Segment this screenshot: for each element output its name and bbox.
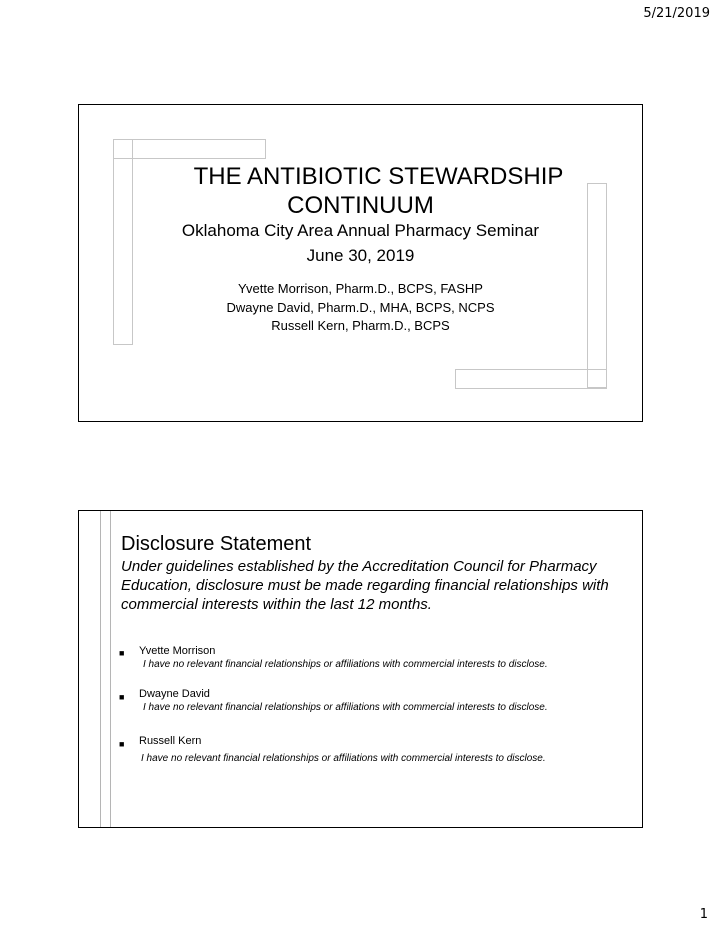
slide-title-line2: CONTINUUM xyxy=(287,192,434,219)
page-date: 5/21/2019 xyxy=(643,6,710,21)
title-slide xyxy=(78,104,643,422)
author-1: Yvette Morrison, Pharm.D., BCPS, FASHP xyxy=(238,281,483,296)
decorative-frame-bottom-right xyxy=(455,369,607,389)
decorative-frame-top-left xyxy=(113,139,266,159)
author-3: Russell Kern, Pharm.D., BCPS xyxy=(271,318,450,333)
presenter-name: Russell Kern xyxy=(139,735,202,747)
slide-subtitle-line2: June 30, 2019 xyxy=(306,246,415,265)
slide-title: Disclosure Statement xyxy=(121,533,312,555)
bullet-icon: ■ xyxy=(119,648,125,658)
presenter-disclosure: I have no relevant financial relationships or affiliations with commercial interests to disclose. xyxy=(143,659,548,670)
presenter-disclosure: I have no relevant financial relationships or affiliations with commercial interests to disclose. xyxy=(141,753,546,764)
disclosure-text: Under guidelines established by the Accreditation Council for Pharmacy Education, disclosure must be made regarding financial relationships with commercial interests within the last 12 months. xyxy=(121,558,609,613)
bullet-icon: ■ xyxy=(119,739,125,749)
slide-title-line1: THE ANTIBIOTIC STEWARDSHIP xyxy=(193,163,564,190)
author-2: Dwayne David, Pharm.D., MHA, BCPS, NCPS xyxy=(226,300,495,315)
presenter-name: Yvette Morrison xyxy=(139,645,216,657)
decorative-line xyxy=(110,511,111,827)
slide-subtitle-line1: Oklahoma City Area Annual Pharmacy Seminar xyxy=(181,221,540,240)
disclosure-slide xyxy=(78,510,643,828)
bullet-icon: ■ xyxy=(119,692,125,702)
page-number: 1 xyxy=(699,907,708,922)
presenter-disclosure: I have no relevant financial relationships or affiliations with commercial interests to disclose. xyxy=(143,702,548,713)
decorative-line xyxy=(100,511,101,827)
presenter-name: Dwayne David xyxy=(139,688,210,700)
